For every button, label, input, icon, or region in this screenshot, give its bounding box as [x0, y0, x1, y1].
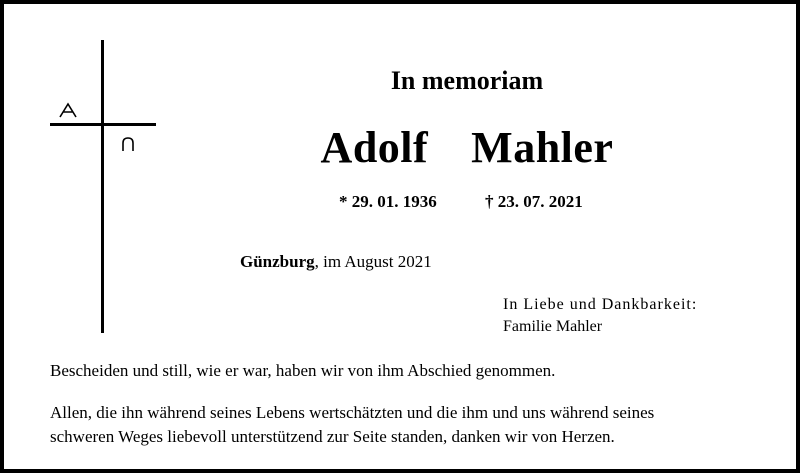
alpha-symbol-icon: [58, 102, 78, 118]
paragraph-gratitude: [50, 401, 770, 449]
cross-vertical-bar: [101, 40, 104, 333]
birth-date: * 29. 01. 1936: [339, 192, 437, 211]
place-date-line: [240, 252, 432, 272]
paragraph-gratitude-line2: schweren Weges liebevoll unterstützend zur Seite standen, danken wir von Herzen.: [50, 427, 615, 446]
place-name: Günzburg: [240, 252, 315, 271]
thanks-line: In Liebe und Dankbarkeit:: [503, 296, 698, 313]
thanks-block: [503, 294, 697, 338]
death-date: † 23. 07. 2021: [485, 192, 583, 211]
paragraph-farewell: Bescheiden und still, wie er war, haben wir von ihm Abschied genommen.: [50, 361, 556, 380]
paragraph-gratitude-line1: Allen, die ihn während seines Lebens wertschätzten und die ihm und uns während seines: [50, 403, 655, 422]
date-text: , im August 2021: [314, 252, 432, 271]
omega-symbol-icon: [120, 136, 136, 152]
heading-in-memoriam: In memoriam: [390, 66, 544, 95]
family-signature: Familie Mahler: [503, 318, 603, 335]
cross-horizontal-bar: [50, 123, 156, 126]
deceased-name: Adolf Mahler: [320, 123, 614, 172]
